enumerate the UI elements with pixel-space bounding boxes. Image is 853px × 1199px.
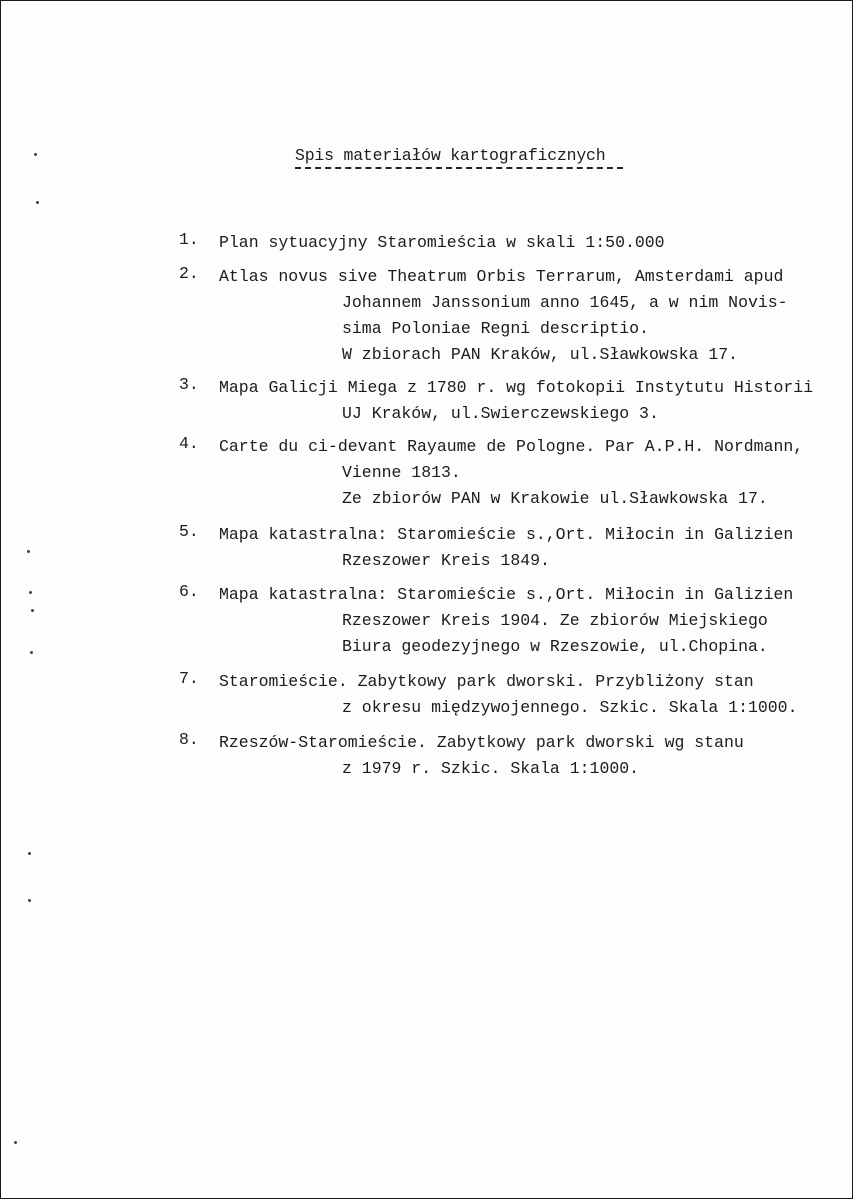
item-line: UJ Kraków, ul.Swierczewskiego 3. bbox=[342, 404, 659, 423]
item-number: 8. bbox=[179, 730, 199, 749]
item-line: Johannem Janssonium anno 1645, a w nim Novis- bbox=[342, 293, 788, 312]
list-item bbox=[179, 375, 844, 427]
item-line: sima Poloniae Regni descriptio. bbox=[342, 319, 649, 338]
scan-speck bbox=[28, 899, 31, 902]
item-line: Rzeszów-Staromieście. Zabytkowy park dworski wg stanu bbox=[219, 733, 744, 752]
item-line: Mapa Galicji Miega z 1780 r. wg fotokopii Instytutu Historii bbox=[219, 378, 814, 397]
list-item bbox=[179, 522, 844, 574]
list-item bbox=[179, 434, 844, 512]
item-line: Staromieście. Zabytkowy park dworski. Przybliżony stan bbox=[219, 672, 754, 691]
scan-speck bbox=[36, 201, 39, 204]
item-number: 2. bbox=[179, 264, 199, 283]
scan-speck bbox=[30, 651, 33, 654]
list-item bbox=[179, 264, 844, 368]
page-title: Spis materiałów kartograficznych bbox=[295, 146, 606, 165]
item-line: Rzeszower Kreis 1904. Ze zbiorów Miejskiego bbox=[342, 611, 768, 630]
item-number: 6. bbox=[179, 582, 199, 601]
item-line: W zbiorach PAN Kraków, ul.Sławkowska 17. bbox=[342, 345, 739, 364]
list-item bbox=[179, 730, 844, 782]
item-line: Plan sytuacyjny Staromieścia w skali 1:50.000 bbox=[219, 233, 665, 252]
item-line: Atlas novus sive Theatrum Orbis Terrarum, Amsterdami apud bbox=[219, 267, 784, 286]
item-number: 1. bbox=[179, 230, 199, 249]
list-item bbox=[179, 582, 844, 660]
item-line: Ze zbiorów PAN w Krakowie ul.Sławkowska 17. bbox=[342, 489, 768, 508]
list-item bbox=[179, 669, 844, 721]
title-underline bbox=[295, 167, 623, 169]
item-number: 3. bbox=[179, 375, 199, 394]
item-line: Vienne 1813. bbox=[342, 463, 461, 482]
scan-speck bbox=[31, 609, 34, 612]
scan-speck bbox=[27, 550, 30, 553]
item-line: Carte du ci-devant Rayaume de Pologne. Par A.P.H. Nordmann, bbox=[219, 437, 804, 456]
title-block bbox=[295, 146, 635, 169]
item-number: 5. bbox=[179, 522, 199, 541]
item-line: Mapa katastralna: Staromieście s.,Ort. Miłocin in Galizien bbox=[219, 585, 794, 604]
item-number: 7. bbox=[179, 669, 199, 688]
item-number: 4. bbox=[179, 434, 199, 453]
item-line: z 1979 r. Szkic. Skala 1:1000. bbox=[342, 759, 640, 778]
list-item bbox=[179, 230, 844, 256]
item-line: Rzeszower Kreis 1849. bbox=[342, 551, 550, 570]
scan-speck bbox=[34, 153, 37, 156]
item-line: Biura geodezyjnego w Rzeszowie, ul.Chopina. bbox=[342, 637, 768, 656]
item-line: Mapa katastralna: Staromieście s.,Ort. Miłocin in Galizien bbox=[219, 525, 794, 544]
scan-speck bbox=[28, 852, 31, 855]
item-line: z okresu międzywojennego. Szkic. Skala 1:1000. bbox=[342, 698, 798, 717]
scan-speck bbox=[14, 1141, 17, 1144]
scan-speck bbox=[29, 591, 32, 594]
